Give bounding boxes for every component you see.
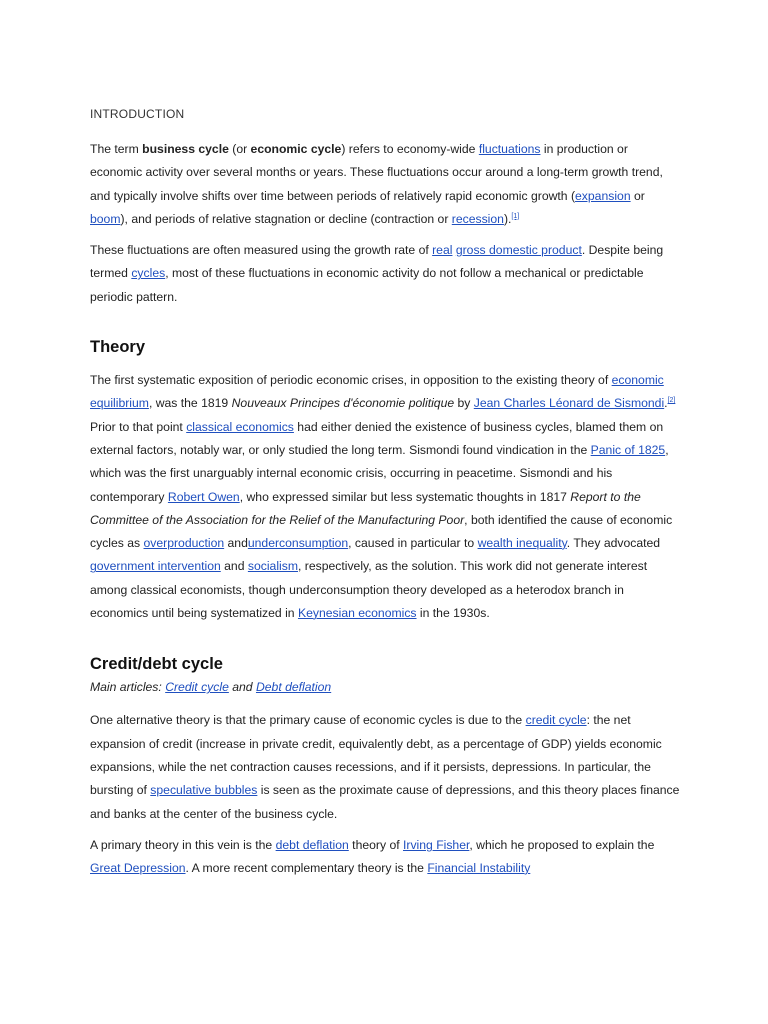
text: , who expressed similar but less systematic thoughts in 1817: [239, 489, 571, 504]
link-overproduction[interactable]: overproduction: [143, 536, 225, 551]
text: . A more recent complementary theory is the: [185, 861, 428, 876]
text: One alternative theory is that the primary cause of economic cycles is due to the: [90, 713, 526, 728]
link-real[interactable]: real: [432, 243, 453, 258]
heading-credit-debt-cycle: Credit/debt cycle: [90, 655, 223, 674]
intro-paragraph-2: [90, 239, 680, 309]
term-economic-cycle: economic cycle: [250, 142, 342, 156]
citation-link-2[interactable]: [2]: [667, 397, 676, 405]
book-title-nouveaux-principes: Nouveaux Principes d'économie politique: [231, 396, 455, 411]
link-socialism[interactable]: socialism: [247, 559, 298, 574]
link-wealth-inequality[interactable]: wealth inequality: [477, 536, 567, 551]
link-expansion[interactable]: expansion: [575, 188, 631, 203]
link-financial-instability[interactable]: Financial Instability: [427, 861, 531, 876]
text: and: [220, 559, 248, 574]
text: (or: [228, 142, 251, 156]
text: in the 1930s.: [416, 606, 490, 621]
text: .: [664, 396, 668, 411]
text: A primary theory in this vein is the: [90, 837, 276, 852]
text: , was the 1819: [148, 396, 232, 411]
heading-theory: Theory: [90, 338, 146, 357]
text: had either denied the existence of business cycles, blamed them on external factors, notably war, or only studied the long term. Sismondi found vindication in the: [90, 419, 664, 457]
link-debt-deflation[interactable]: debt deflation: [275, 837, 349, 852]
text: , which he proposed to explain the: [469, 837, 655, 852]
link-economic-equilibrium[interactable]: economic equilibrium: [90, 373, 664, 411]
credit-paragraph-2: [90, 834, 680, 881]
link-cycles[interactable]: cycles: [131, 266, 166, 281]
citation-link-1[interactable]: [1]: [511, 212, 520, 220]
link-recession[interactable]: recession: [451, 211, 504, 226]
text: These fluctuations are often measured using the growth rate of: [90, 243, 433, 258]
main-articles-prefix: Main articles:: [90, 680, 166, 695]
text: theory of: [348, 837, 403, 852]
link-classical-economics[interactable]: classical economics: [186, 419, 294, 434]
link-gross-domestic-product[interactable]: gross domestic product: [455, 243, 582, 258]
credit-paragraph-1: [90, 709, 680, 825]
link-speculative-bubbles[interactable]: speculative bubbles: [150, 783, 258, 798]
text: . Despite being termed: [90, 243, 664, 281]
text: is seen as the proximate cause of depressions, and this theory places finance and banks at the center of the business cycle.: [90, 783, 680, 821]
text: The term: [90, 142, 143, 156]
text: or: [630, 188, 645, 203]
link-credit-cycle-article[interactable]: Credit cycle: [165, 680, 229, 695]
text: , both identified the cause of economic cycles as: [90, 512, 673, 551]
text: , caused in particular to: [348, 536, 478, 551]
report-title: Report to the Committee of the Association for the Relief of the Manufacturing Poor: [90, 489, 641, 527]
link-irving-fisher[interactable]: Irving Fisher: [403, 837, 470, 852]
link-panic-of-1825[interactable]: Panic of 1825: [590, 442, 666, 457]
section-label-introduction: INTRODUCTION: [90, 107, 185, 121]
text: and: [228, 680, 256, 695]
text: in production or economic activity over several months or years. These fluctuations occur around a long-term growth trend, and typically involve shifts over time between periods of relatively rapid economic growth (: [90, 142, 663, 203]
document-content: [90, 104, 680, 888]
link-keynesian-economics[interactable]: Keynesian economics: [297, 606, 417, 621]
text: and: [224, 536, 248, 551]
link-government-intervention[interactable]: government intervention: [90, 559, 221, 574]
text: by: [454, 396, 474, 411]
link-sismondi[interactable]: Jean Charles Léonard de Sismondi: [473, 396, 665, 411]
link-debt-deflation-article[interactable]: Debt deflation: [255, 680, 332, 695]
text: . They advocated: [566, 536, 661, 551]
text: ).: [503, 211, 512, 226]
text: Prior to that point: [90, 419, 187, 434]
link-boom[interactable]: boom: [90, 211, 121, 226]
text: , respectively, as the solution. This work did not generate interest among classical economists, though underconsumption theory developed as a heterodox branch in economics until being systematized in: [90, 559, 648, 621]
intro-paragraph-1: [90, 138, 680, 231]
text: , most of these fluctuations in economic activity do not follow a mechanical or predictable periodic pattern.: [90, 266, 644, 304]
link-robert-owen[interactable]: Robert Owen: [167, 489, 240, 504]
text: , which was the first unarguably internal economic crisis, occurring in peacetime. Sismondi and his contemporary: [90, 442, 669, 504]
link-credit-cycle[interactable]: credit cycle: [525, 713, 587, 728]
text: : the net expansion of credit (increase in private credit, equivalently debt, as a percentage of GDP) yields economic expansions, while the net contraction causes recessions, and if it persists, depressions. In particular, the bursting of: [90, 713, 662, 798]
term-business-cycle: business cycle: [142, 142, 229, 156]
link-fluctuations[interactable]: fluctuations: [478, 142, 541, 156]
link-great-depression[interactable]: Great Depression: [90, 861, 186, 876]
main-articles-note: [90, 676, 680, 699]
text: ), and periods of relative stagnation or decline (contraction or: [120, 211, 452, 226]
text: The first systematic exposition of periodic economic crises, in opposition to the existing theory of: [90, 373, 612, 388]
link-underconsumption[interactable]: underconsumption: [247, 536, 349, 551]
theory-paragraph: [90, 369, 680, 625]
text: ) refers to economy-wide: [341, 142, 479, 156]
